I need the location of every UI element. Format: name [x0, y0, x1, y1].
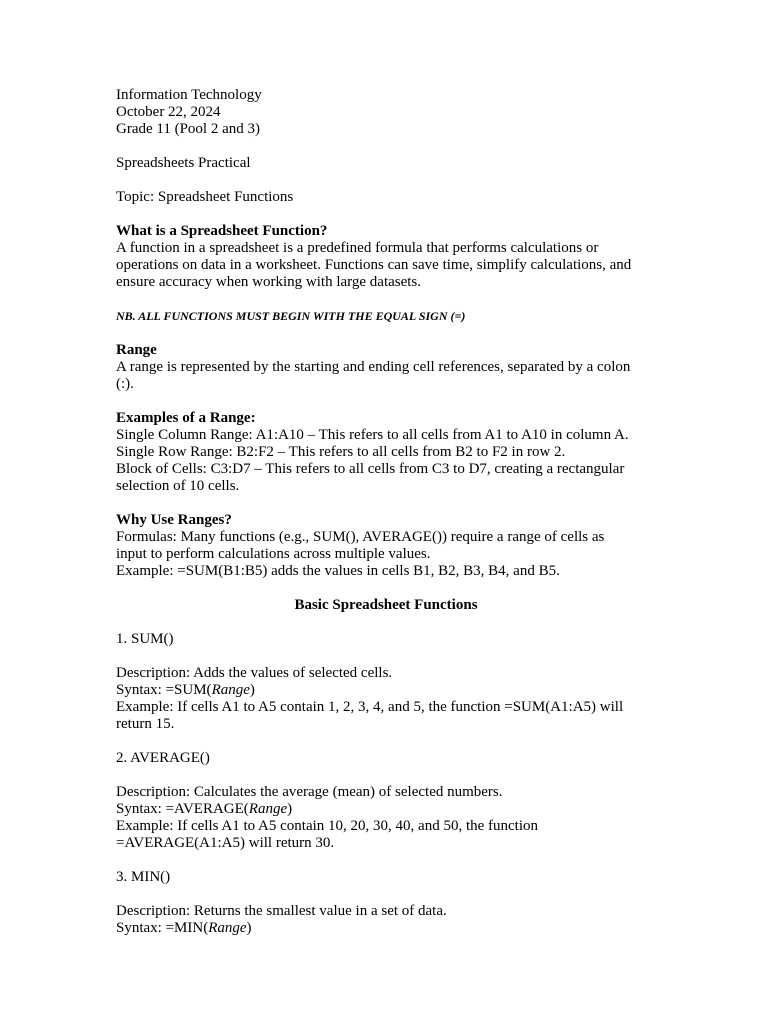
basic-functions-heading: Basic Spreadsheet Functions [294, 597, 478, 613]
document-page [116, 87, 656, 937]
examples-range-line: Block of Cells: C3:D7 – This refers to all cells from C3 to D7, creating a rectangular [116, 461, 625, 477]
grade-line: Grade 11 (Pool 2 and 3) [116, 121, 260, 137]
function-description: Description: Returns the smallest value in a set of data. [116, 903, 447, 919]
function-title-min: 3. MIN() [116, 869, 171, 885]
function-example-line: Example: If cells A1 to A5 contain 10, 20, 30, 40, and 50, the function [116, 818, 539, 834]
function-syntax: Syntax: =SUM(Range) [116, 682, 255, 698]
examples-range-heading: Examples of a Range: [116, 410, 256, 426]
function-example-line: Example: If cells A1 to A5 contain 1, 2, 3, 4, and 5, the function =SUM(A1:A5) will [116, 699, 624, 715]
what-is-paragraph-line: operations on data in a worksheet. Functions can save time, simplify calculations, and [116, 257, 632, 273]
what-is-paragraph-line: ensure accuracy when working with large datasets. [116, 274, 422, 290]
why-ranges-heading: Why Use Ranges? [116, 512, 232, 528]
date-line: October 22, 2024 [116, 104, 221, 120]
function-description: Description: Adds the values of selected cells. [116, 665, 393, 681]
why-ranges-line: Formulas: Many functions (e.g., SUM(), AVERAGE()) require a range of cells as [116, 529, 605, 545]
range-paragraph-line: A range is represented by the starting and ending cell references, separated by a colon [116, 359, 631, 375]
examples-range-line: selection of 10 cells. [116, 478, 240, 494]
why-ranges-line: input to perform calculations across multiple values. [116, 546, 431, 562]
function-title-sum: 1. SUM() [116, 631, 174, 647]
function-syntax: Syntax: =MIN(Range) [116, 920, 252, 936]
what-is-heading: What is a Spreadsheet Function? [116, 223, 328, 239]
examples-range-line: Single Column Range: A1:A10 – This refers to all cells from A1 to A10 in column A. [116, 427, 629, 443]
practical-title: Spreadsheets Practical [116, 155, 251, 171]
function-title-average: 2. AVERAGE() [116, 750, 210, 766]
subject-line: Information Technology [116, 87, 262, 103]
function-example-line: return 15. [116, 716, 175, 732]
function-example-line: =AVERAGE(A1:A5) will return 30. [116, 835, 335, 851]
nb-note: NB. ALL FUNCTIONS MUST BEGIN WITH THE EQUAL SIGN (=) [116, 309, 466, 323]
function-syntax: Syntax: =AVERAGE(Range) [116, 801, 293, 817]
function-description: Description: Calculates the average (mean) of selected numbers. [116, 784, 503, 800]
topic-line: Topic: Spreadsheet Functions [116, 189, 294, 205]
what-is-paragraph-line: A function in a spreadsheet is a predefined formula that performs calculations or [116, 240, 599, 256]
range-paragraph-line: (:). [116, 376, 134, 392]
range-heading: Range [116, 342, 157, 358]
why-ranges-line: Example: =SUM(B1:B5) adds the values in cells B1, B2, B3, B4, and B5. [116, 563, 560, 579]
examples-range-line: Single Row Range: B2:F2 – This refers to all cells from B2 to F2 in row 2. [116, 444, 566, 460]
